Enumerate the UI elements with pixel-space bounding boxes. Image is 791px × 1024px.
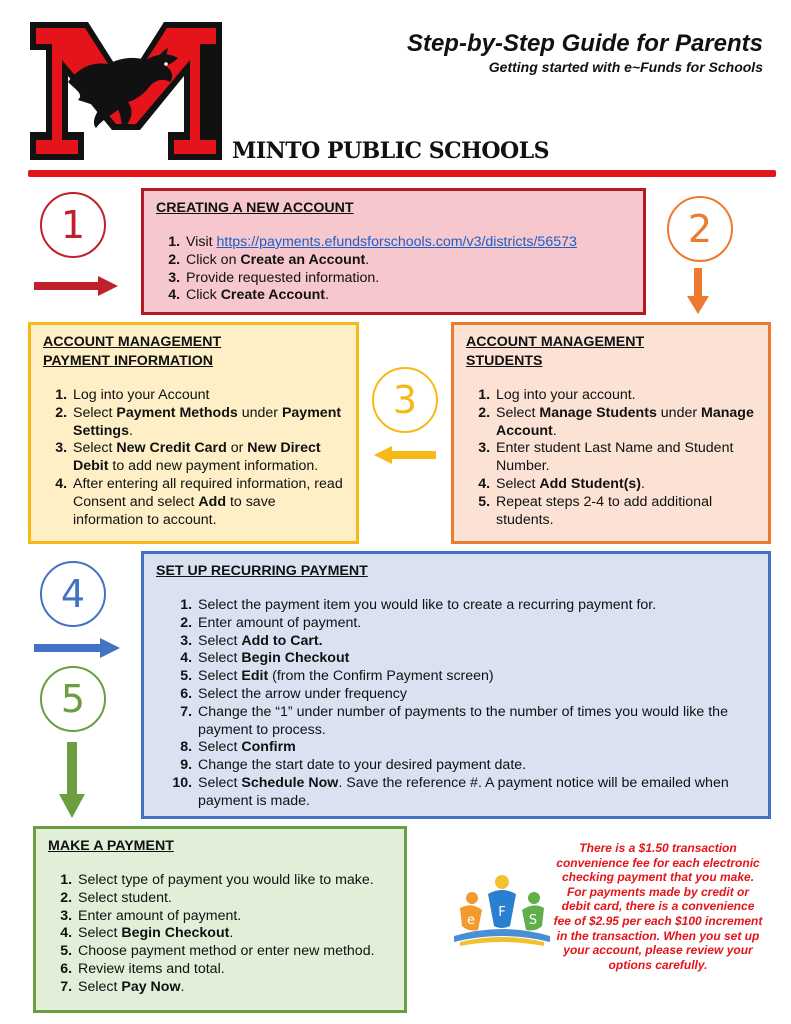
step-5-make-payment-box	[33, 826, 407, 1013]
step-item-text: Enter amount of payment.	[78, 907, 242, 924]
step-item	[76, 961, 392, 979]
step-item-text: Provide requested information.	[186, 269, 380, 286]
step-item-text: Enter student Last Name and Student Number.	[496, 440, 734, 475]
step-item-bold-text: Payment Methods	[116, 404, 238, 421]
step-item	[184, 234, 631, 252]
step-item-text: Log into your account.	[496, 387, 636, 403]
step-item-text: Change the start date to your desired payment date.	[198, 757, 527, 774]
step-item-text: .	[552, 422, 557, 439]
step-item	[494, 387, 756, 405]
step-item-text: Select	[496, 404, 540, 421]
step-item-text: under	[656, 404, 702, 421]
step-item-text: Select the arrow under frequency	[198, 685, 407, 702]
step-1-heading: CREATING A NEW ACCOUNT	[156, 200, 354, 216]
arrow-right-icon	[34, 638, 120, 658]
efunds-district-link[interactable]: https://payments.efundsforschools.com/v3/districts/56573	[216, 234, 577, 250]
step-item-bold-text: Confirm	[241, 739, 296, 756]
step-4-heading: SET UP RECURRING PAYMENT	[156, 563, 368, 579]
step-2-heading-line-1: ACCOUNT MANAGEMENT	[466, 334, 645, 350]
step-item-text: Select student.	[78, 889, 172, 906]
step-item-text: Click on	[186, 251, 241, 268]
step-item-text: Select	[73, 440, 117, 457]
step-5-heading: MAKE A PAYMENT	[48, 838, 174, 854]
step-item	[184, 252, 631, 270]
step-item	[76, 890, 392, 908]
step-item-text: Select the payment item you would like to create a recurring payment for.	[198, 597, 657, 613]
step-1-create-account-box	[141, 188, 646, 315]
step-1-list	[156, 234, 631, 305]
step-item	[196, 633, 756, 651]
step-5-circle: 5	[40, 666, 106, 732]
efunds-logo	[446, 872, 558, 954]
step-item-text: .	[641, 475, 645, 492]
step-item-text: .	[325, 287, 329, 304]
step-item	[494, 440, 756, 476]
school-name: MINTO PUBLIC SCHOOLS	[232, 138, 550, 164]
step-item-bold-text: Begin Checkout	[121, 925, 230, 942]
step-item-text: to add new payment information.	[108, 458, 319, 475]
step-3-circle: 3	[372, 367, 438, 433]
step-item-text: Repeat steps 2-4 to add additional students.	[496, 493, 713, 528]
minto-mustangs-m-logo	[28, 20, 224, 162]
step-item-text: Select	[198, 739, 242, 756]
step-item-bold-text: Begin Checkout	[241, 650, 350, 667]
step-item-text: .	[128, 422, 133, 439]
step-item	[76, 908, 392, 926]
guide-subtitle: Getting started with e~Funds for Schools	[488, 59, 763, 75]
step-4-circle: 4	[40, 561, 106, 627]
step-item-text: . Save the reference #. A payment notice will be emailed when payment is made.	[198, 774, 729, 809]
step-item	[196, 775, 756, 811]
step-item	[184, 287, 631, 305]
step-item	[196, 615, 756, 633]
step-item-text: Review items and total.	[78, 960, 225, 977]
step-item-text: to save information to account.	[73, 493, 276, 528]
step-item-bold-text: New Credit Card	[116, 440, 227, 457]
step-1-circle: 1	[40, 192, 106, 258]
step-item-bold-text: Manage Students	[539, 404, 657, 421]
step-item-bold-text: Add to Cart.	[241, 632, 323, 649]
step-item-bold-text: Payment Settings	[73, 404, 342, 439]
guide-title: Step-by-Step Guide for Parents	[406, 30, 763, 57]
step-3-heading-line-2: PAYMENT INFORMATION	[43, 353, 213, 369]
step-2-students-box	[451, 322, 771, 544]
step-item	[71, 387, 344, 405]
step-3-heading-line-1: ACCOUNT MANAGEMENT	[43, 334, 222, 350]
efunds-logo-letter-f: F	[498, 905, 506, 920]
step-item-bold-text: Create Account	[220, 287, 326, 304]
step-item-bold-text: Create an Account	[240, 251, 366, 268]
step-item-text: Choose payment method or enter new method.	[78, 943, 375, 960]
step-item-bold-text: Schedule Now	[241, 774, 339, 791]
step-item-text: Log into your Account	[73, 387, 210, 403]
arrow-left-icon	[374, 446, 436, 464]
step-item-text: .	[180, 978, 185, 995]
step-item-text: .	[365, 251, 370, 268]
step-item-text: Select	[78, 925, 122, 942]
step-item	[196, 739, 756, 757]
arrow-down-icon	[59, 742, 85, 818]
step-item-bold-text: Add	[198, 493, 226, 510]
step-item-text: Select	[198, 668, 242, 685]
step-item-text: .	[229, 925, 234, 942]
step-item	[494, 405, 756, 441]
step-item-text: After entering all required information, read Consent and select	[73, 475, 343, 510]
step-item	[196, 668, 756, 686]
convenience-fee-note: There is a $1.50 transaction convenience fee for each electronic checking payment that you make. For payments made by credit or debit card, there is a convenience fee of $2.95 per each $100 increment in the transaction. When you set up your account, please review your options carefully.	[553, 841, 763, 972]
header-divider	[28, 170, 776, 177]
step-item-text: Visit	[186, 234, 217, 250]
step-4-list	[156, 597, 756, 811]
step-item-text: Select	[198, 774, 242, 791]
arrow-right-icon	[34, 276, 118, 296]
step-item-text: (from the Confirm Payment screen)	[268, 668, 494, 685]
step-item-text: Select	[198, 650, 242, 667]
step-item-text: Enter amount of payment.	[198, 614, 362, 631]
step-item	[196, 686, 756, 704]
step-item	[71, 405, 344, 441]
step-4-recurring-payment-box	[141, 551, 771, 819]
step-item-text: under	[237, 404, 282, 421]
step-item-text: Select	[73, 404, 117, 421]
step-item-text: Select	[496, 475, 540, 492]
step-item	[76, 943, 392, 961]
efunds-logo-letter-s: S	[528, 913, 538, 928]
step-item-bold-text: Pay Now	[121, 978, 181, 995]
step-item	[71, 440, 344, 476]
step-item	[196, 650, 756, 668]
step-item-bold-text: Edit	[241, 668, 269, 685]
step-2-heading-line-2: STUDENTS	[466, 353, 543, 369]
step-3-payment-information-box	[28, 322, 359, 544]
step-item	[184, 270, 631, 288]
step-item	[494, 494, 756, 530]
step-item-text: Click	[186, 287, 221, 304]
step-item	[494, 476, 756, 494]
step-item	[196, 704, 756, 740]
step-item-bold-text: New Direct Debit	[73, 440, 321, 475]
efunds-logo-letter-e: e	[467, 913, 475, 928]
arrow-down-icon	[687, 268, 709, 314]
step-item-text: Select	[78, 978, 122, 995]
step-item	[76, 979, 392, 997]
step-item	[196, 757, 756, 775]
step-item	[196, 597, 756, 615]
step-item	[71, 476, 344, 529]
step-5-list	[48, 872, 392, 997]
step-2-list	[466, 387, 756, 529]
step-item-text: Select type of payment you would like to make.	[78, 872, 374, 888]
step-3-list	[43, 387, 344, 529]
step-item-text: Select	[198, 632, 242, 649]
step-item-bold-text: Add Student(s)	[539, 475, 642, 492]
step-item	[76, 925, 392, 943]
step-item-text: or	[226, 440, 248, 457]
step-2-circle: 2	[667, 196, 733, 262]
step-item	[76, 872, 392, 890]
step-item-text: Change the “1” under number of payments to the number of times you would like the payment to process.	[198, 703, 728, 738]
step-item-bold-text: Manage Account	[496, 404, 754, 439]
